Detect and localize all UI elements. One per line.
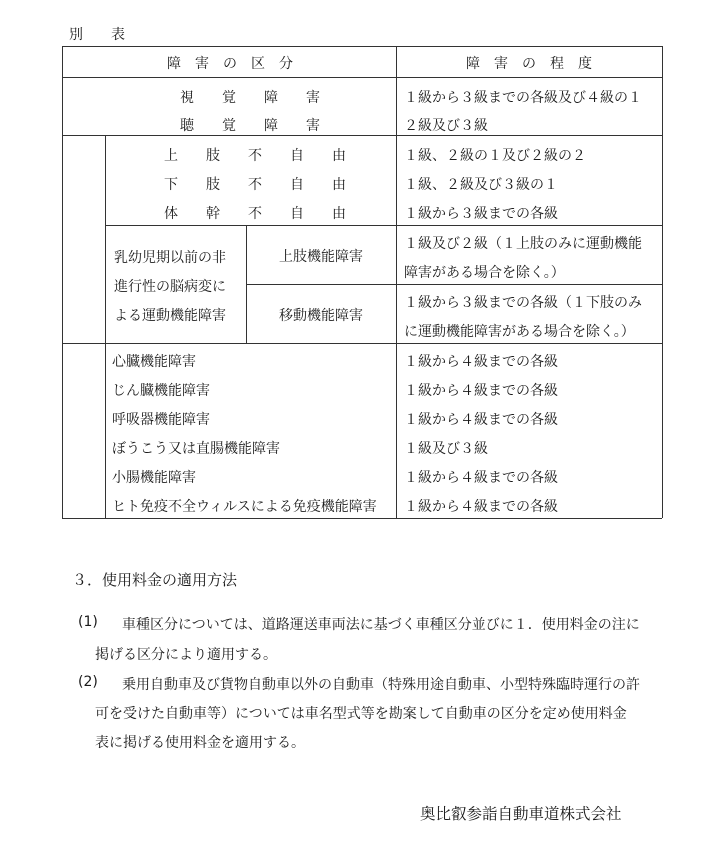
- degree-upper-limb: １級、２級の１及び２級の２: [404, 148, 586, 164]
- category-bladder-rectum: ぼうこう又は直腸機能障害: [112, 441, 280, 457]
- header-degree: 障 害 の 程 度: [466, 56, 592, 72]
- cerebral-group-line2: 進行性の脳病変に: [114, 279, 226, 295]
- degree-trunk: １級から３級までの各級: [404, 206, 558, 222]
- item2-line3: 表に掲げる使用料金を適用する。: [95, 735, 305, 751]
- degree-mobility-function-line1: １級から３級までの各級（１下肢のみ: [404, 295, 642, 311]
- degree-mobility-function-line2: に運動機能障害がある場合を除く。）: [404, 324, 635, 340]
- table-subcolumn-divider: [105, 135, 106, 518]
- item1-line2: 掲げる区分により適用する。: [95, 647, 277, 663]
- category-upper-limb: 上 肢 不 自 由: [164, 148, 346, 164]
- table-left-border: [62, 46, 63, 518]
- header-category: 障 害 の 区 分: [167, 56, 293, 72]
- category-hearing: 聴 覚 障 害: [180, 118, 320, 134]
- company-name: 奥比叡参詣自動車道株式会社: [420, 805, 622, 823]
- category-lower-limb: 下 肢 不 自 由: [164, 177, 346, 193]
- table-bottom-border: [62, 518, 662, 519]
- degree-sensory-line1: １級から３級までの各級及び４級の１: [404, 90, 642, 106]
- table-right-border: [662, 46, 663, 518]
- category-immune: ヒト免疫不全ウィルスによる免疫機能障害: [112, 499, 377, 515]
- category-small-intestine: 小腸機能障害: [112, 470, 196, 486]
- item1-line1: 車種区分については、道路運送車両法に基づく車種区分並びに１．使用料金の注に: [122, 617, 640, 633]
- degree-immune: １級から４級までの各級: [404, 499, 558, 515]
- item2-line1: 乗用自動車及び貨物自動車以外の自動車（特殊用途自動車、小型特殊臨時運行の許: [122, 677, 640, 693]
- category-respiratory: 呼吸器機能障害: [112, 412, 210, 428]
- table-top-border: [62, 46, 662, 47]
- degree-small-intestine: １級から４級までの各級: [404, 470, 558, 486]
- cerebral-group-line3: よる運動機能障害: [114, 308, 226, 324]
- degree-bladder-rectum: １級及び３級: [404, 441, 488, 457]
- section-heading: ３．使用料金の適用方法: [72, 571, 238, 589]
- cerebral-group-line1: 乳幼児期以前の非: [114, 250, 226, 266]
- category-trunk: 体 幹 不 自 由: [164, 206, 346, 222]
- cerebral-bottom-rule: [62, 343, 662, 344]
- degree-upper-limb-function-line1: １級及び２級（１上肢のみに運動機能: [404, 236, 642, 252]
- category-cardiac: 心臓機能障害: [112, 354, 196, 370]
- category-upper-limb-function: 上肢機能障害: [279, 249, 363, 265]
- appendix-label: 別 表: [69, 27, 125, 43]
- item1-number: (1): [78, 614, 98, 630]
- category-mobility-function: 移動機能障害: [279, 308, 363, 324]
- limb-bottom-rule: [105, 225, 662, 226]
- category-kidney: じん臓機能障害: [112, 383, 210, 399]
- sensory-bottom-rule: [62, 135, 662, 136]
- cerebral-row-rule: [246, 284, 662, 285]
- header-bottom-rule: [62, 77, 662, 78]
- cerebral-subcolumn-divider: [246, 225, 247, 343]
- degree-kidney: １級から４級までの各級: [404, 383, 558, 399]
- item2-number: (2): [78, 674, 98, 690]
- degree-sensory-line2: ２級及び３級: [404, 118, 488, 134]
- degree-cardiac: １級から４級までの各級: [404, 354, 558, 370]
- degree-respiratory: １級から４級までの各級: [404, 412, 558, 428]
- degree-upper-limb-function-line2: 障害がある場合を除く。）: [404, 265, 565, 281]
- table-column-divider: [396, 46, 397, 518]
- item2-line2: 可を受けた自動車等）については車名型式等を勘案して自動車の区分を定め使用料金: [95, 706, 627, 722]
- category-visual: 視 覚 障 害: [180, 90, 320, 106]
- degree-lower-limb: １級、２級及び３級の１: [404, 177, 558, 193]
